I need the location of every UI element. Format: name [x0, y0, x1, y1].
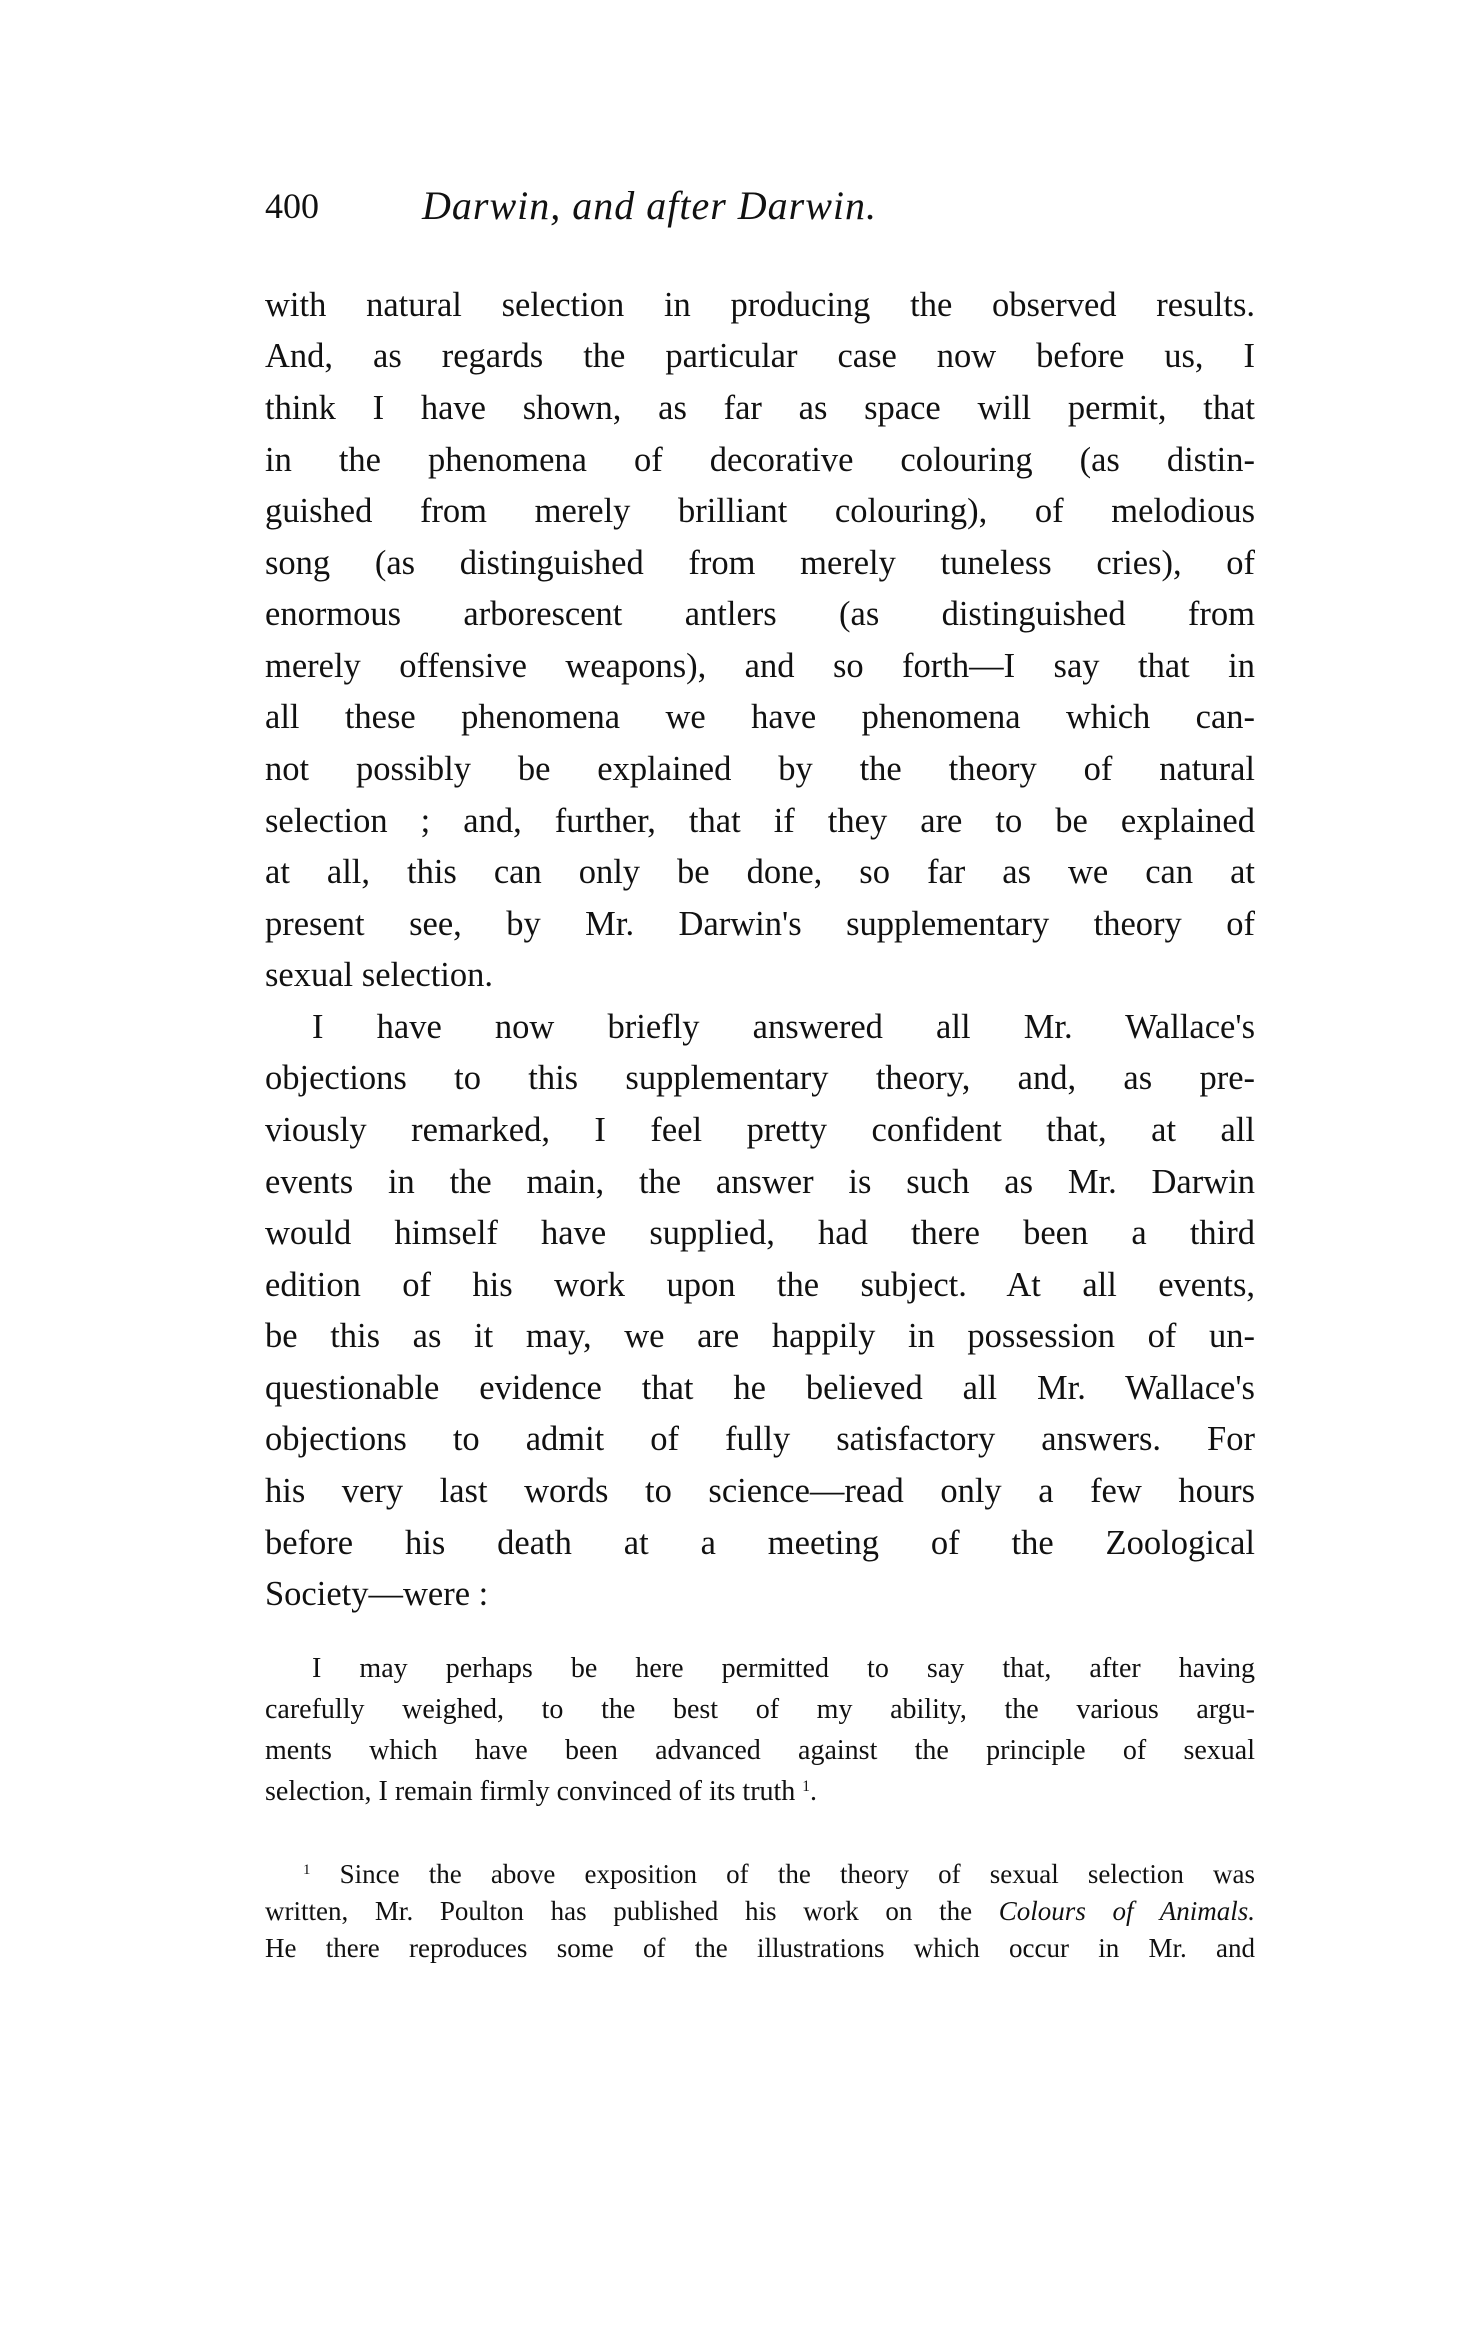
footnote-line: [303, 1856, 1255, 1893]
body-line: And, as regards the particular case now before us, I: [265, 337, 1255, 375]
body-line: objections to this supplementary theory, and, as pre-: [265, 1059, 1255, 1097]
body-line: present see, by Mr. Darwin's supplementary theory of: [265, 905, 1255, 943]
body-line: at all, this can only be done, so far as we can at: [265, 853, 1255, 891]
body-line: sexual selection.: [265, 956, 494, 994]
body-line: before his death at a meeting of the Zoological: [265, 1524, 1255, 1562]
page-header: [265, 176, 1255, 236]
body-line: questionable evidence that he believed all Mr. Wallace's: [265, 1369, 1255, 1407]
body-line: enormous arborescent antlers (as distinguished from: [265, 595, 1255, 633]
body-line: Society—were :: [265, 1575, 489, 1613]
page-number: 400: [265, 186, 319, 226]
body-line: guished from merely brilliant colouring), of melodious: [265, 492, 1255, 530]
body-line: I have now briefly answered all Mr. Wallace's: [312, 1008, 1255, 1046]
quote-text: selection, I remain firmly convinced of its truth: [265, 1776, 796, 1807]
quote-end-punctuation: .: [810, 1776, 817, 1807]
running-title: Darwin, and after Darwin.: [422, 183, 878, 228]
body-line: selection ; and, further, that if they are to be explained: [265, 802, 1255, 840]
footnote-text: Since the above exposition of the theory of sexual selection was: [339, 1859, 1256, 1889]
footnote-text: written, Mr. Poulton has published his work on the: [265, 1896, 973, 1926]
body-line: viously remarked, I feel pretty confident that, at all: [265, 1111, 1255, 1149]
body-line: merely offensive weapons), and so forth—I say that in: [265, 647, 1255, 685]
body-line: be this as it may, we are happily in possession of un-: [265, 1317, 1255, 1355]
footnote-marker: 1: [303, 1862, 311, 1879]
body-line: all these phenomena we have phenomena which can-: [265, 698, 1255, 736]
body-line: objections to admit of fully satisfactory answers. For: [265, 1420, 1255, 1458]
body-line: think I have shown, as far as space will permit, that: [265, 389, 1255, 427]
quote-line: [265, 1771, 1255, 1812]
body-line: would himself have supplied, had there been a third: [265, 1214, 1255, 1252]
footnote-reference[interactable]: 1: [802, 1777, 810, 1795]
body-line: in the phenomena of decorative colouring (as distin-: [265, 441, 1255, 479]
body-line: song (as distinguished from merely tuneless cries), of: [265, 544, 1255, 582]
footnote-line: He there reproduces some of the illustrations which occur in Mr. and: [265, 1933, 1255, 1963]
quote-line: ments which have been advanced against the principle of sexual: [265, 1735, 1255, 1766]
footnote-line: [265, 1893, 1255, 1930]
book-title: Colours of Animals.: [998, 1896, 1255, 1926]
body-line: not possibly be explained by the theory of natural: [265, 750, 1255, 788]
body-line: edition of his work upon the subject. At all events,: [265, 1266, 1255, 1304]
body-line: with natural selection in producing the observed results.: [265, 286, 1255, 324]
quote-line: carefully weighed, to the best of my ability, the various argu-: [265, 1694, 1255, 1725]
body-line: his very last words to science—read only a few hours: [265, 1472, 1255, 1510]
body-line: events in the main, the answer is such as Mr. Darwin: [265, 1163, 1255, 1201]
quote-line: I may perhaps be here permitted to say that, after having: [312, 1653, 1255, 1684]
